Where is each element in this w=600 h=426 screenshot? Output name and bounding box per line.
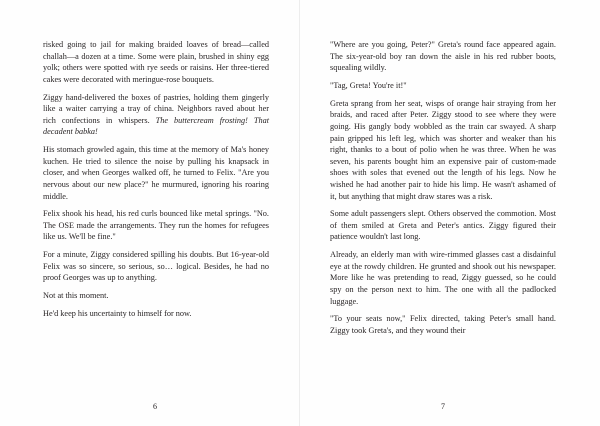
- paragraph: "Where are you going, Peter?" Greta's round face appeared again. The six-year-old boy ran down the aisle in his red rubber boots, squealing wildly.: [330, 40, 556, 73]
- paragraph: [43, 92, 269, 138]
- page-number: 7: [441, 402, 445, 411]
- left-page-text: [43, 39, 269, 326]
- paragraph: He'd keep his uncertainty to himself for now.: [43, 309, 192, 318]
- paragraph: Felix shook his head, his red curls bounced like metal springs. "No. The OSE made the arrangements. They run the homes for refugees like us. We'll be fine.": [43, 209, 269, 242]
- paragraph-text: Ziggy hand-delivered the boxes of pastries, holding them gingerly like a waiter carrying a tray of china. Neighbors raved about her rich confections in whispers.: [43, 92, 269, 125]
- paragraph: "Tag, Greta! You're it!": [330, 80, 407, 90]
- paragraph: Some adult passengers slept. Others observed the commotion. Most of them smiled at Greta and Peter's antics. Ziggy figured their patience wouldn't last long.: [330, 209, 556, 242]
- italic-exclamation: The buttercream frosting! That decadent babka!: [43, 115, 269, 137]
- paragraph: "To your seats now," Felix directed, taking Peter's small hand. Ziggy took Greta's, and they wound their: [330, 314, 556, 335]
- paragraph: Greta sprang from her seat, wisps of orange hair straying from her braids, and raced after Peter. Ziggy stood to see where they were going. His gangly body wobbled as the train car swayed. A sharp pain gripped his left leg, which was shorter and weaker than his right, thanks to a bout of polio when he was three. When he was seven, his parents bought him an expensive pair of custom-made shoes with soles that evened out the length of his legs. Now he wished he had another pair to hide his limp. He wasn't ashamed of it, but anything that might draw stares was a risk.: [330, 98, 556, 201]
- paragraph: risked going to jail for making braided loaves of bread—called challah—a dozen at a time. Some were plain, brushed in shiny egg yolk; others were spotted with rye seeds or raisins. Her three-tiered cakes were decorated with meringue-rose bouquets.: [43, 40, 269, 84]
- page-number: 6: [153, 402, 157, 411]
- paragraph: His stomach growled again, this time at the memory of Ma's honey kuchen. He tried to silence the noise by pulling his knapsack in closer, and when Georges walked off, he turned to Felix. "Are you nervous about our new place?" he murmured, ignoring his roaring middle.: [43, 145, 269, 201]
- right-page: [300, 0, 600, 426]
- paragraph: Already, an elderly man with wire-rimmed glasses cast a disdainful eye at the rowdy children. He grunted and shook out his newspaper. More like he was pretending to read, Ziggy guessed, so he could spy on the person next to him. The one with all the padlocked luggage.: [330, 250, 556, 306]
- right-page-text: [330, 39, 556, 343]
- paragraph: For a minute, Ziggy considered spilling his doubts. But 16-year-old Felix was so sincere, so serious, so… logical. Besides, he had no proof Georges was up to anything.: [43, 250, 269, 283]
- paragraph: Not at this moment.: [43, 291, 109, 301]
